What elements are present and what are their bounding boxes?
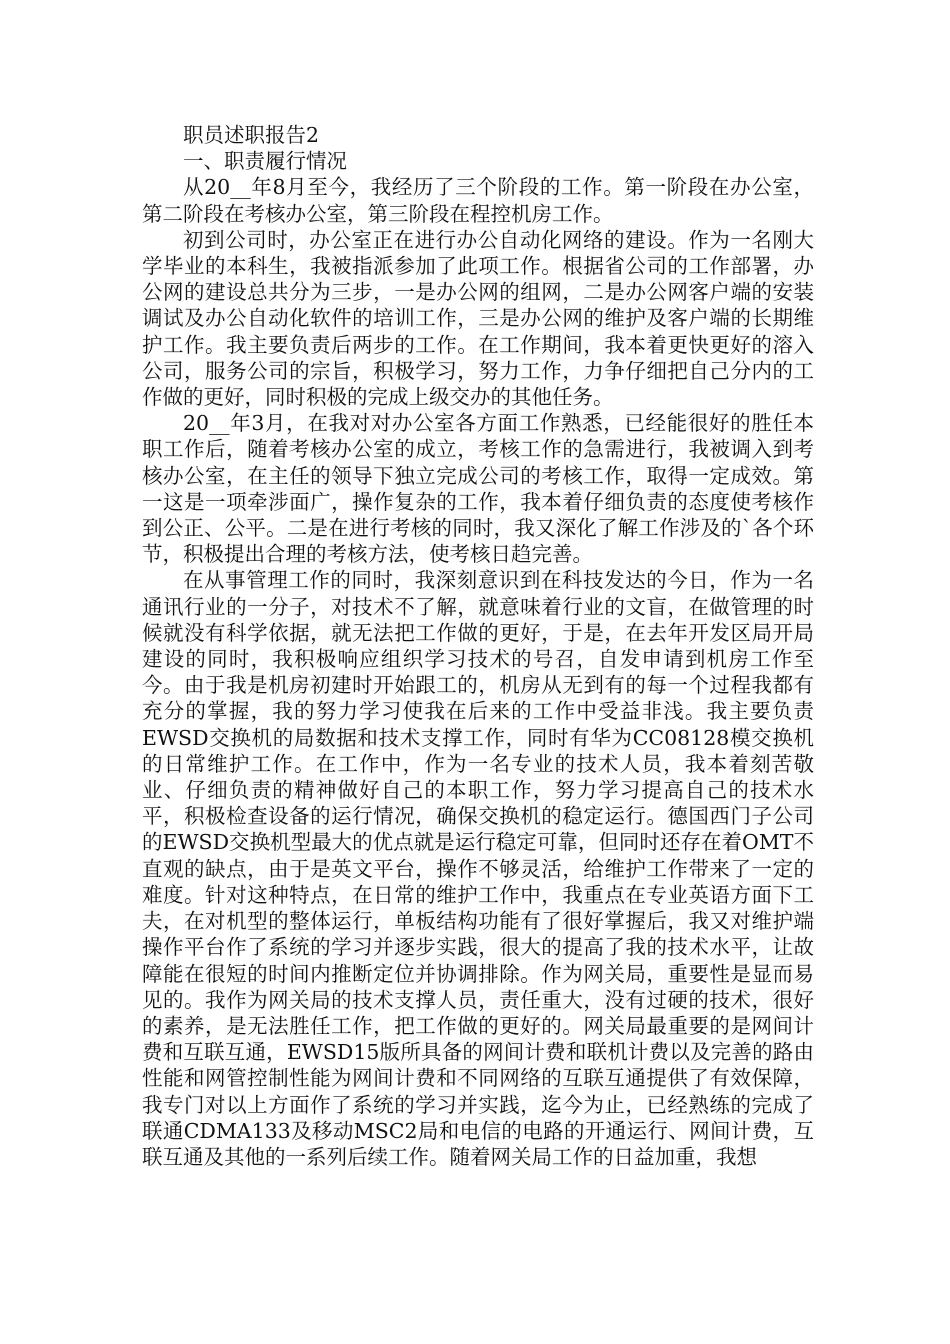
paragraph-1: 从20__年8月至今，我经历了三个阶段的工作。第一阶段在办公室，第二阶段在考核办公室，第三阶段在程控机房工作。 — [142, 175, 814, 226]
section-heading: 一、职责履行情况 — [183, 149, 347, 174]
paragraph-4: 在从事管理工作的同时，我深刻意识到在科技发达的今日，作为一名通讯行业的一分子，对技术不了解，就意味着行业的文盲，在做管理的时候就没有科学依据，就无法把工作做的更好，于是，在去年开发区局开局建设的同时，我积极响应组织学习技术的号召，自发申请到机房工作至今。由于我是机房初建时开始跟工的，机房从无到有的每一个过程我都有充分的掌握，我的努力学习使我在后来的工作中受益非浅。我主要负责EWSD交换机的局数据和技术支撑工作，同时有华为CC08128模交换机的日常维护工作。在工作中，作为一名专业的技术人员，我本着刻苦敬业、仔细负责的精神做好自己的本职工作，努力学习提高自己的技术水平，积极检查设备的运行情况，确保交换机的稳定运行。德国西门子公司的EWSD交换机型最大的优点就是运行稳定可靠，但同时还存在着OMT不直观的缺点，由于是英文平台，操作不够灵活，给维护工作带来了一定的难度。针对这种特点，在日常的维护工作中，我重点在专业英语方面下工夫，在对机型的整体运行，单板结构功能有了很好掌握后，我又对维护端操作平台作了系统的学习并逐步实践，很大的提高了我的技术水平，让故障能在很短的时间内推断定位并协调排除。作为网关局，重要性是显而易见的。我作为网关局的技术支撑人员，责任重大，没有过硬的技术，很好的素养，是无法胜任工作，把工作做的更好的。网关局最重要的是网间计费和互联互通，EWSD15版所具备的网间计费和联机计费以及完善的路由性能和网管控制性能为网间计费和不同网络的互联互通提供了有效保障，我专门对以上方面作了系统的学习并实践，迄今为止，已经熟练的完成了联通CDMA133及移动MSC2局和电信的电路的开通运行、网间计费，互联互通及其他的一系列后续工作。随着网关局工作的日益加重，我想 — [142, 568, 814, 1169]
paragraph-3: 20__年3月，在我对对办公室各方面工作熟悉，已经能很好的胜任本职工作后，随着考核办公室的成立，考核工作的急需进行，我被调入到考核办公室，在主任的领导下独立完成公司的考核工作，取得一定成效。第一这是一项牵涉面广，操作复杂的工作，我本着仔细负责的态度使考核作到公正、公平。二是在进行考核的同时，我又深化了解工作涉及的`各个环节，积极提出合理的考核方法，使考核日趋完善。 — [142, 411, 814, 567]
document-page — [142, 122, 814, 1170]
paragraph-2: 初到公司时，办公室正在进行办公自动化网络的建设。作为一名刚大学毕业的本科生，我被指派参加了此项工作。根据省公司的工作部署，办公网的建设总共分为三步，一是办公网的组网，二是办公网客户端的安装调试及办公自动化软件的培训工作，三是办公网的维护及客户端的长期维护工作。我主要负责后两步的工作。在工作期间，我本着更快更好的溶入公司，服务公司的宗旨，积极学习，努力工作，力争仔细把自己分内的工作做的更好，同时积极的完成上级交办的其他任务。 — [142, 227, 814, 410]
document-title: 职员述职报告2 — [183, 123, 320, 147]
